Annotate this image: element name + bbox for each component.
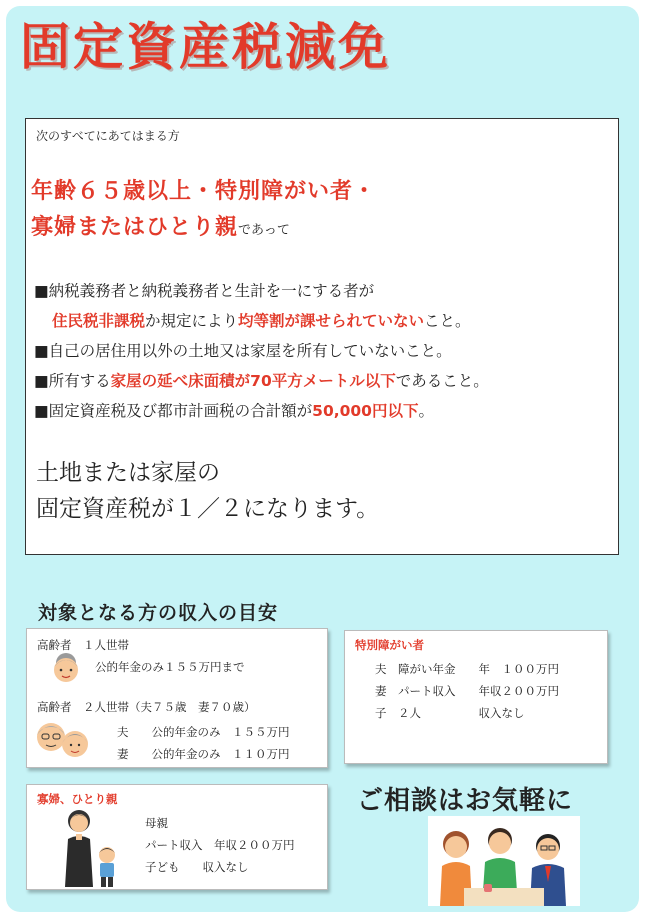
elderly-single-detail: 公的年金のみ１５５万円まで [95,660,245,674]
elderly-couple-label: 高齢者 ２人世帯（夫７５歳 妻７０歳） [37,700,256,714]
condition-4-start: ■固定資産税及び都市計画税の合計額が [34,402,313,420]
result-line2: 固定資産税が１／２になります。 [36,496,380,522]
condition-1-red1: 住民税非課税 [52,312,146,330]
disabled-income-card [344,630,608,764]
disabled-label: 特別障がい者 [355,638,424,652]
elderly-wife-row: 妻 公的年金のみ １１０万円 [117,747,290,761]
elderly-income-card [26,628,328,768]
result-line1: 土地または家屋の [36,460,220,486]
condition-4 [34,401,434,421]
condition-4-red: 50,000円以下 [312,402,419,420]
condition-1-line1: ■納税義務者と納税義務者と生計を一にする者が [34,282,375,300]
criteria-headline [31,174,376,249]
headline-line2-text: 寡婦またはひとり親 [31,215,239,240]
elderly-woman-icon [49,651,83,688]
disabled-row-3: 子 ２人 収入なし [375,706,525,720]
headline-line2 [31,210,376,249]
income-section-title: 対象となる方の収入の目安 [38,602,279,624]
consultation-people-icon [428,816,580,910]
disabled-row-2: 妻 パート収入 年収２００万円 [375,684,559,698]
condition-1-red2: 均等割が課せられていない [238,312,425,330]
criteria-intro: 次のすべてにあてはまる方 [36,129,180,143]
condition-2: ■自己の居住用以外の土地又は家屋を所有していないこと。 [34,342,452,360]
headline-suffix: であって [238,223,290,238]
headline-line1: 年齢６５歳以上・特別障がい者・ [31,179,377,204]
criteria-box [25,118,619,555]
condition-1-mid: か規定により [145,312,239,330]
single-parent-row-3: 子ども 収入なし [145,860,249,874]
result-text [36,455,379,527]
disabled-row-1: 夫 障がい年金 年 １００万円 [375,662,559,676]
condition-3-end: であること。 [395,372,489,390]
mother-child-icon [57,807,123,892]
elderly-husband-row: 夫 公的年金のみ １５５万円 [117,725,290,739]
condition-1-line2 [52,311,471,331]
condition-3 [34,371,489,391]
single-parent-income-card [26,784,328,890]
page-title: 固定資産税減免 [20,18,391,76]
condition-1-end: こと。 [424,312,471,330]
condition-3-red: 家屋の延べ床面積が70平方メートル以下 [110,372,396,390]
condition-3-start: ■所有する [34,372,111,390]
elderly-single-label: 高齢者 １人世帯 [37,638,129,652]
single-parent-row-1: 母親 [145,816,168,830]
condition-4-end: 。 [418,402,434,420]
consultation-heading: ご相談はお気軽に [357,786,574,816]
single-parent-label: 寡婦、ひとり親 [37,792,118,806]
elderly-couple-icon [31,717,93,764]
single-parent-row-2: パート収入 年収２００万円 [145,838,295,852]
